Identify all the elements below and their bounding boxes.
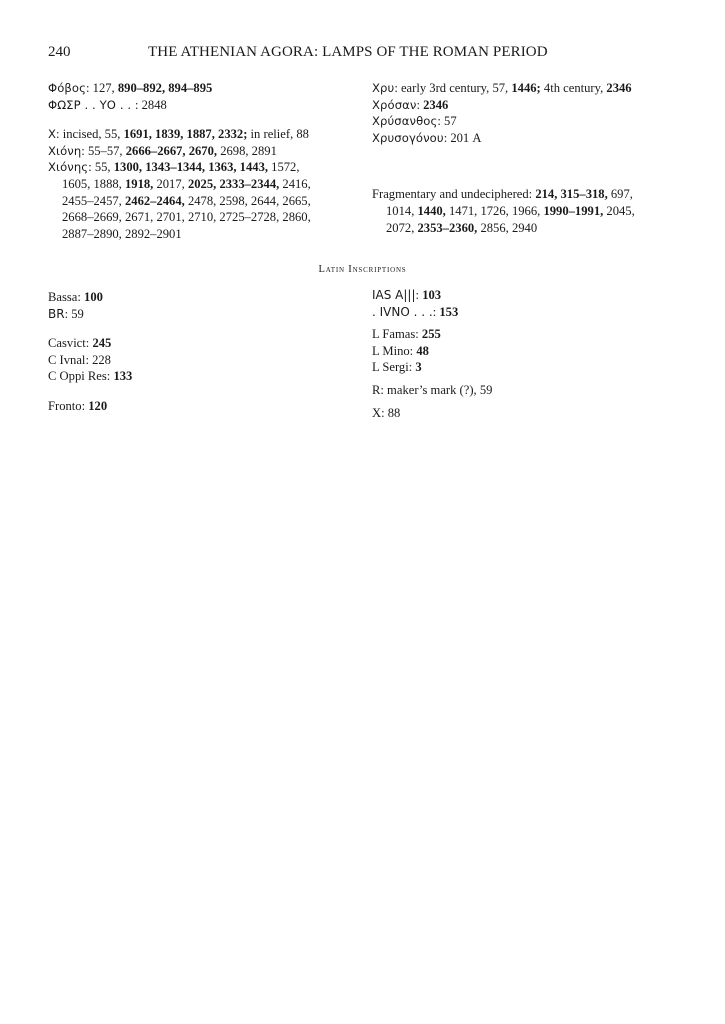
index-entry-bassa: Bassa: 100 <box>48 290 103 304</box>
index-entry-chiones: Χιόνης: 55, 1300, 1343–1344, 1363, 1443, 1572, 1605, 1888, 1918, 2017, 2025, 2333–2344, 2416, 2455–2457, 2462–2464, 2478, 2598, 2644, 2665, 2668–2669, 2671, 2701, 2710, 2725–2728, 2860, 2887–2890, 2892–2901 <box>48 160 311 241</box>
index-entry-x: X: 88 <box>372 405 401 420</box>
index-entry-chrosan: Χρόσαν: 2346 <box>372 97 449 112</box>
index-entry-chrusogonou: Χρυσογόνου: 201 A <box>372 130 482 145</box>
greek-index-right-column <box>372 80 682 236</box>
latin-index-right-column <box>372 287 682 421</box>
index-entry-phosr: ΦΩΣΡ . . ΥΟ . . : 2848 <box>48 97 167 112</box>
index-entry-fragmentary: Fragmentary and undeciphered: 214, 315–318, 697, 1014, 1440, 1471, 1726, 1966, 1990–1991, 2045, 2072, 2353–2360, 2856, 2940 <box>372 187 635 235</box>
index-entry-phobos: Φόβος: 127, 890–892, 894–895 <box>48 81 213 95</box>
section-heading-latin-inscriptions: Latin Inscriptions <box>318 264 407 275</box>
index-entry-casvict: Casvict: 245 <box>48 336 112 351</box>
index-entry-chru: Χρυ: early 3rd century, 57, 1446; 4th century, 2346 <box>372 81 632 95</box>
index-entry-l-famas: L Famas: 255 <box>372 327 441 342</box>
index-entry-chrusanthos: Χρύσανθος: 57 <box>372 114 457 129</box>
index-entry-r-makers-mark: R: maker’s mark (?), 59 <box>372 382 493 397</box>
page-number: 240 <box>48 44 71 60</box>
index-entry-c-oppi-res: C Oppi Res: 133 <box>48 369 133 384</box>
index-entry-chi: Χ: incised, 55, 1691, 1839, 1887, 2332; in relief, 88 <box>48 127 309 142</box>
index-entry-chione: Χιόνη: 55–57, 2666–2667, 2670, 2698, 2891 <box>48 143 277 158</box>
greek-index-left-column <box>48 80 358 242</box>
index-entry-ivno: . IVNO . . .: 153 <box>372 304 459 319</box>
index-entry-ias: IAS A|||: 103 <box>372 288 442 302</box>
latin-index-left-column <box>48 289 358 415</box>
index-entry-c-ivnal: C Ivnal: 228 <box>48 352 111 367</box>
running-title: THE ATHENIAN AGORA: LAMPS OF THE ROMAN PERIOD <box>148 44 548 60</box>
index-entry-fronto: Fronto: 120 <box>48 398 108 413</box>
index-entry-l-sergi: L Sergi: 3 <box>372 360 422 375</box>
index-entry-br: BR: 59 <box>48 306 84 321</box>
page-header <box>48 44 680 66</box>
index-entry-l-mino: L Mino: 48 <box>372 343 429 358</box>
